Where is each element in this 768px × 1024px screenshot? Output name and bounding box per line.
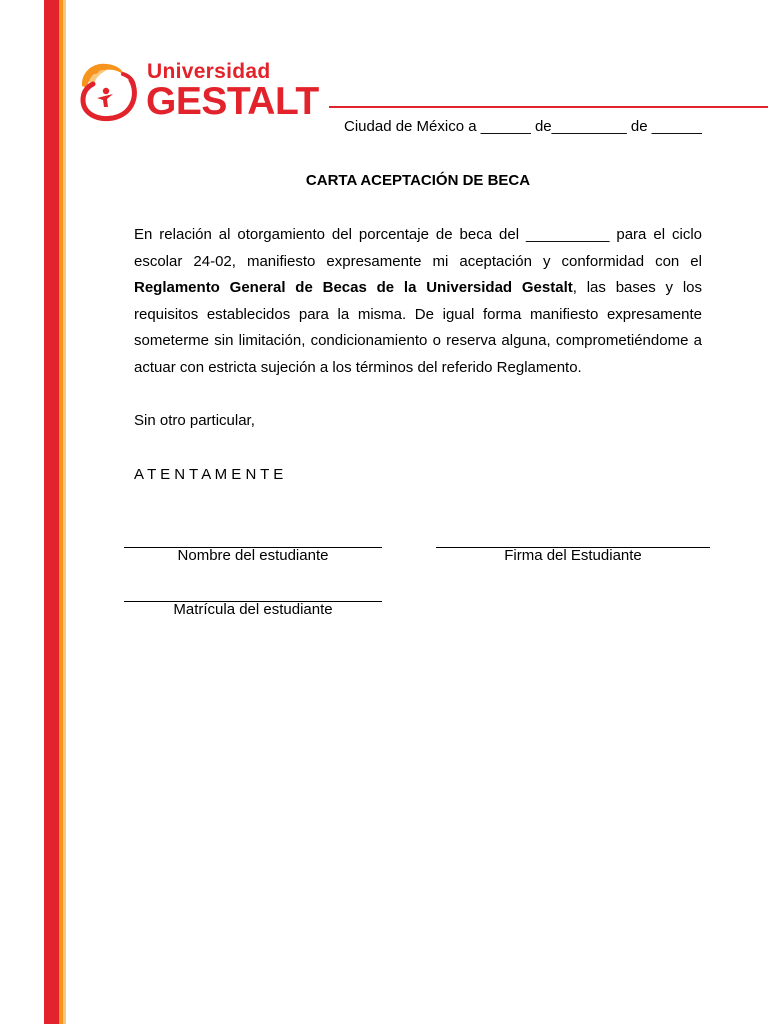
header-rule xyxy=(329,106,768,108)
body-line-text: , las bases y los xyxy=(572,279,702,297)
date-line: Ciudad de México a ______ de_________ de ______ xyxy=(344,118,702,135)
body-line: En relación al otorgamiento del porcentaje de beca del __________ para el ciclo xyxy=(134,226,702,243)
student-name-label: Nombre del estudiante xyxy=(177,547,329,564)
body-line xyxy=(134,275,702,302)
body-line: requisitos establecidos para la misma. De igual forma manifiesto expresamente xyxy=(134,305,702,323)
logo-name-top: Universidad xyxy=(147,60,271,83)
left-light-stripe xyxy=(63,0,66,1024)
body-line: escolar 24-02, manifiesto expresamente mi aceptación y conformidad con el xyxy=(134,252,702,270)
sign-off-text: A T E N T A M E N T E xyxy=(134,466,284,483)
body-line: someterme sin limitación, condicionamiento o reserva alguna, comprometiéndome a xyxy=(134,332,702,350)
left-red-stripe xyxy=(44,0,59,1024)
student-signature-label: Firma del Estudiante xyxy=(504,547,642,564)
body-line: actuar con estricta sujeción a los términos del referido Reglamento. xyxy=(134,358,582,376)
logo-name-main: GESTALT xyxy=(146,80,319,123)
regulation-name: Reglamento General de Becas de la Universidad Gestalt xyxy=(134,279,573,297)
closing-text: Sin otro particular, xyxy=(134,412,255,429)
university-logo-icon xyxy=(79,60,139,122)
letter-title: CARTA ACEPTACIÓN DE BECA xyxy=(305,172,531,189)
body-paragraph xyxy=(134,222,702,382)
university-logo xyxy=(79,58,329,124)
student-id-label: Matrícula del estudiante xyxy=(173,601,333,618)
